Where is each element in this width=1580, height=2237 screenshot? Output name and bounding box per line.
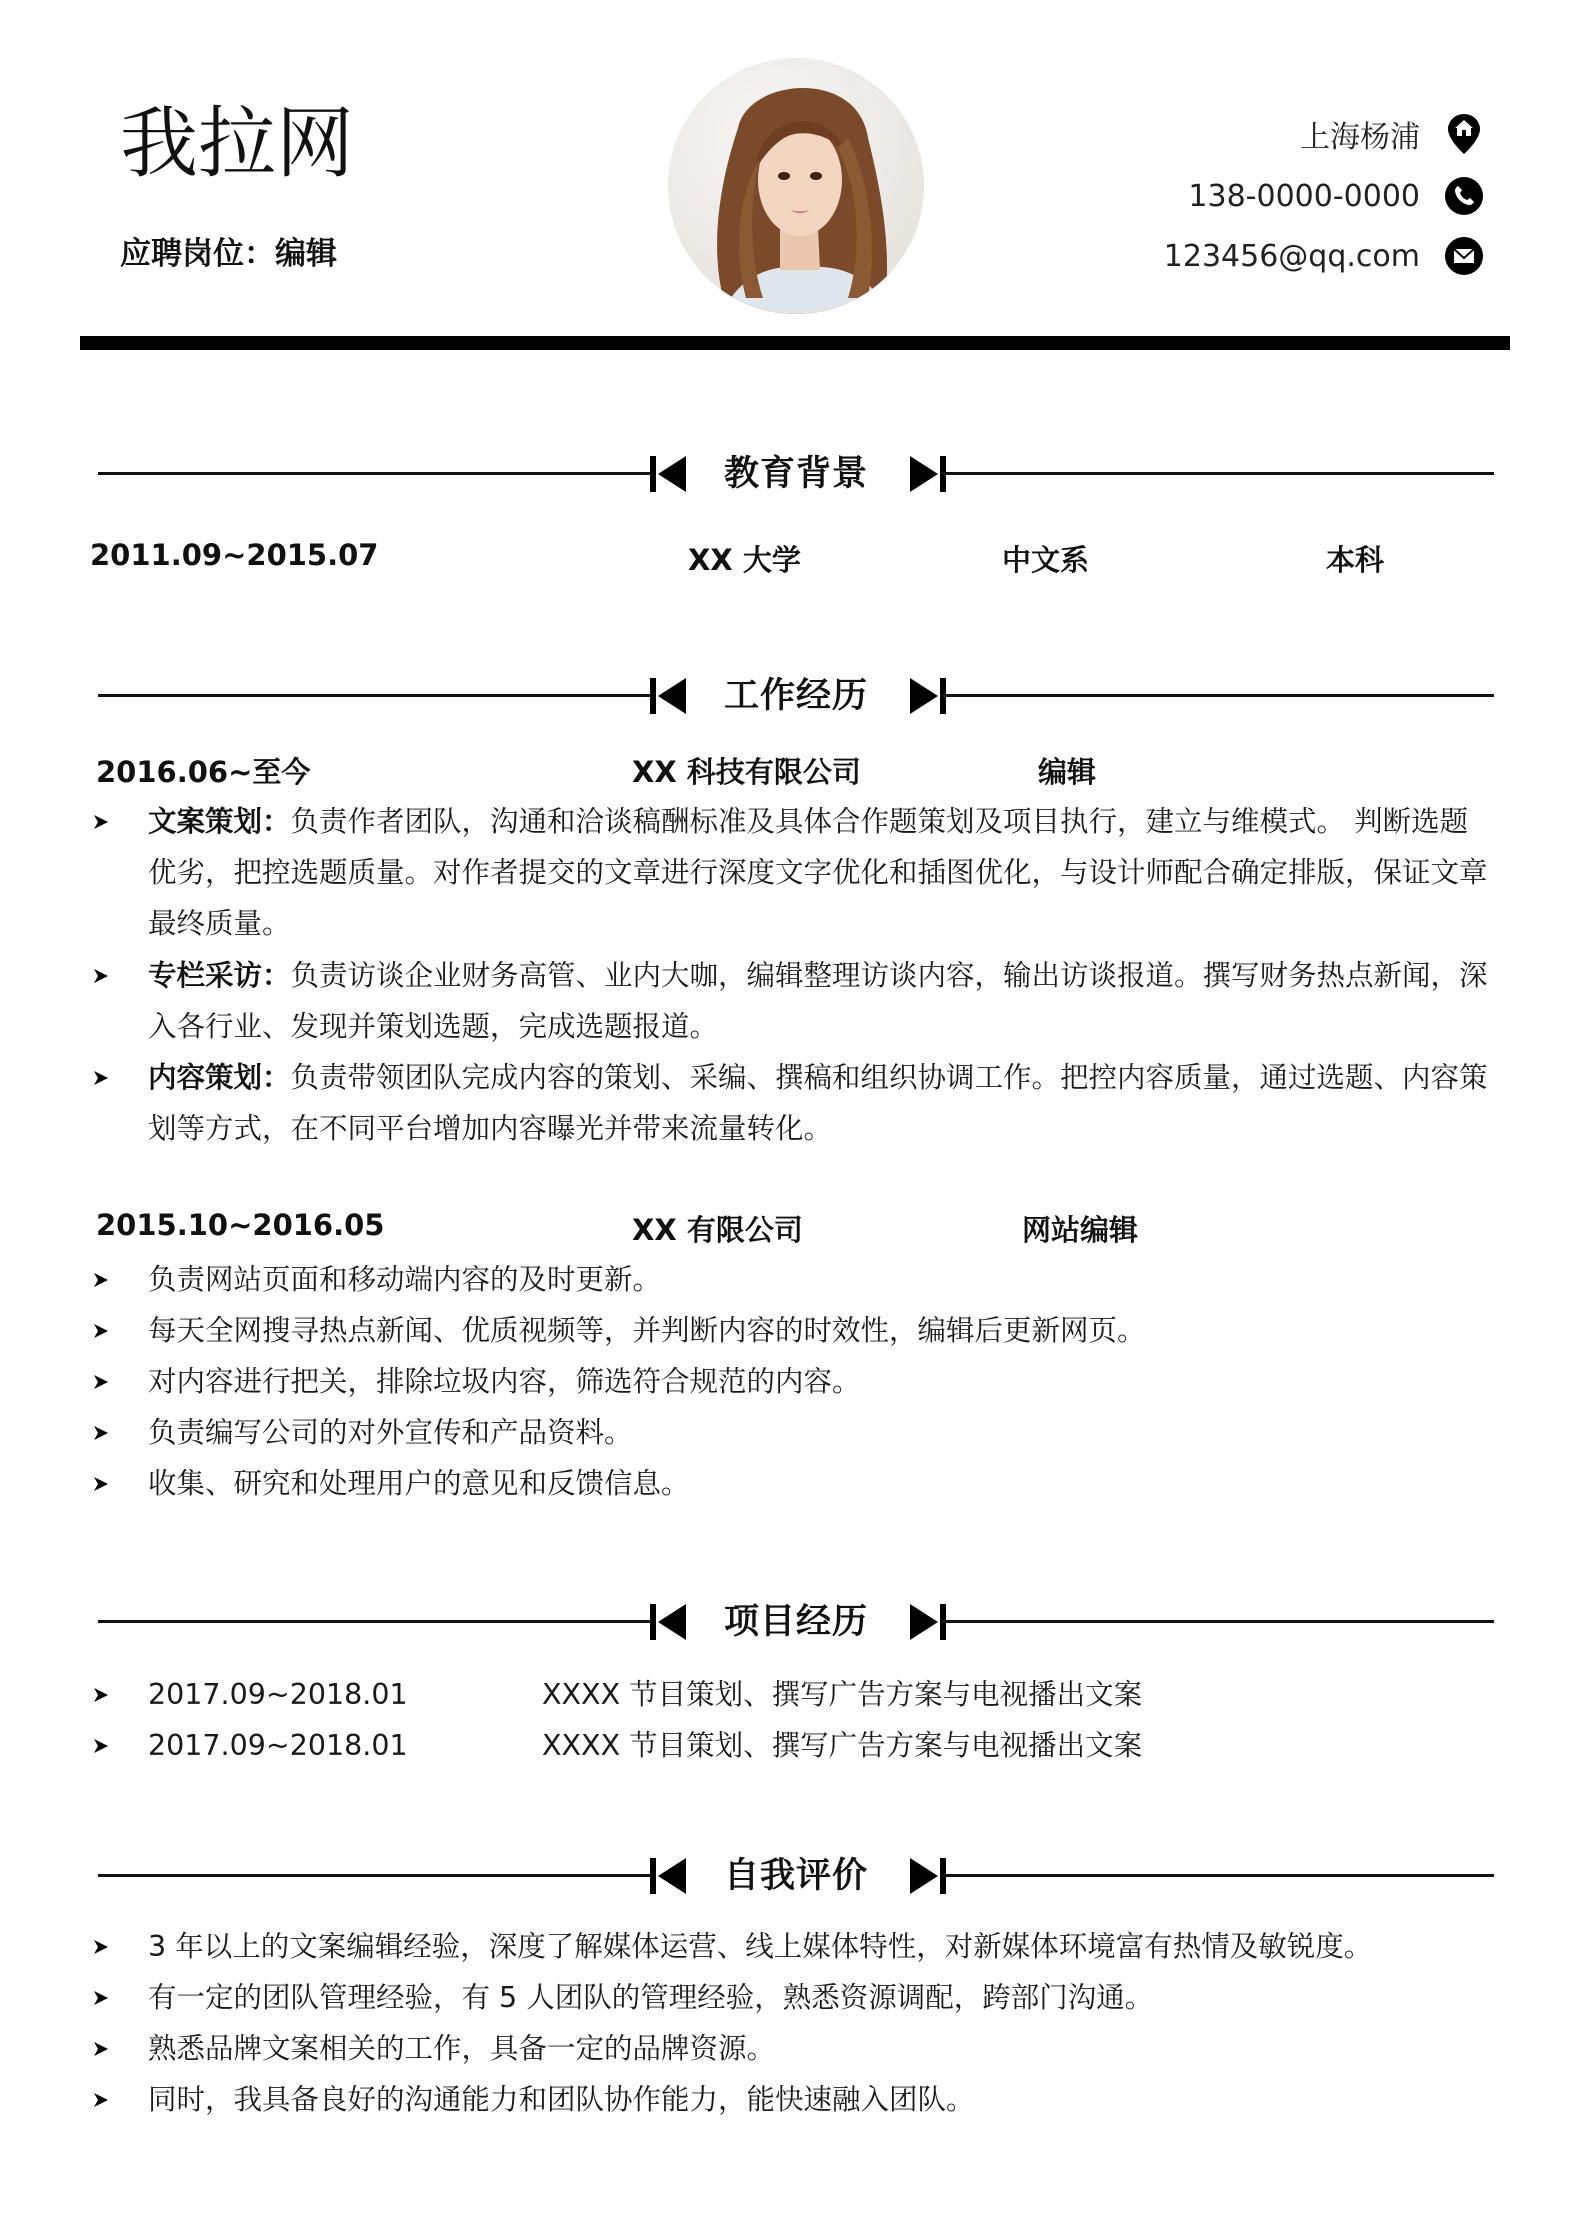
bullet-arrow-icon xyxy=(92,1270,112,1290)
section-header-work xyxy=(98,666,1494,726)
position-line xyxy=(120,228,337,273)
portrait-illustration xyxy=(668,58,924,314)
bullet-arrow-icon xyxy=(92,1372,112,1392)
section-title: 项目经历 xyxy=(723,1602,868,1642)
skip-back-icon xyxy=(650,1604,686,1640)
phone-icon xyxy=(1444,176,1484,216)
skip-back-icon xyxy=(650,678,686,714)
bullet-arrow-icon xyxy=(92,2090,112,2110)
section-header-projects xyxy=(98,1592,1494,1652)
project-period: 2017.09~2018.01 xyxy=(148,1729,408,1762)
bullet-arrow-icon xyxy=(92,1736,112,1756)
bullet-arrow-icon xyxy=(92,1988,112,2008)
self-eval-item: 同时，我具备良好的沟通能力和团队协作能力，能快速融入团队。 xyxy=(148,2083,975,2116)
job-role: 编辑 xyxy=(1038,755,1097,789)
section-title: 工作经历 xyxy=(723,676,868,716)
divider-line xyxy=(98,1620,652,1623)
location-pin-icon xyxy=(1444,114,1484,154)
job-company: XX 科技有限公司 xyxy=(632,755,861,789)
duty-text: 负责作者团队，沟通和洽谈稿酬标准及具体合作题策划及项目执行，建立与维模式。 判断选题优劣，把控选题质量。对作者提交的文章进行深度文字优化和插图优化，与设计师配合确定排版，保证文章最终质量。 xyxy=(148,805,1488,940)
position-label: 应聘岗位： xyxy=(120,236,275,272)
divider-line xyxy=(940,472,1494,475)
bullet-arrow-icon xyxy=(92,966,112,986)
duty-label: 内容策划： xyxy=(148,1061,291,1094)
bullet-arrow-icon xyxy=(92,1685,112,1705)
job-duty xyxy=(148,796,1488,949)
position-value: 编辑 xyxy=(275,236,337,272)
self-eval-item: 有一定的团队管理经验，有 5 人团队的管理经验，熟悉资源调配，跨部门沟通。 xyxy=(148,1981,1154,2014)
project-desc: XXXX 节目策划、撰写广告方案与电视播出文案 xyxy=(542,1729,1143,1762)
section-title: 教育背景 xyxy=(723,454,868,494)
divider-line xyxy=(98,472,652,475)
bullet-arrow-icon xyxy=(92,1937,112,1957)
self-eval-item: 熟悉品牌文案相关的工作，具备一定的品牌资源。 xyxy=(148,2032,776,2065)
divider-line xyxy=(940,694,1494,697)
job-duty: 每天全网搜寻热点新闻、优质视频等，并判断内容的时效性，编辑后更新网页。 xyxy=(148,1314,1146,1347)
email-text: 123456@qq.com xyxy=(1163,238,1420,274)
section-header-self-evaluation xyxy=(98,1846,1494,1906)
profile-photo xyxy=(668,58,924,314)
contact-phone xyxy=(1188,176,1484,216)
bullet-arrow-icon xyxy=(92,812,112,832)
job-period: 2015.10~2016.05 xyxy=(96,1208,385,1242)
divider-line xyxy=(940,1620,1494,1623)
self-eval-item: 3 年以上的文案编辑经验，深度了解媒体运营、线上媒体特性，对新媒体环境富有热情及敏锐度。 xyxy=(148,1930,1373,1963)
duty-text: 负责访谈企业财务高管、业内大咖，编辑整理访谈内容，输出访谈报道。撰写财务热点新闻，深入各行业、发现并策划选题，完成选题报道。 xyxy=(148,959,1488,1043)
location-text: 上海杨浦 xyxy=(1300,120,1420,155)
skip-back-icon xyxy=(650,1858,686,1894)
education-period: 2011.09~2015.07 xyxy=(90,538,379,572)
education-school: XX 大学 xyxy=(688,543,801,577)
contact-email xyxy=(1164,236,1484,276)
job-duty: 负责编写公司的对外宣传和产品资料。 xyxy=(148,1416,633,1449)
applicant-name: 我拉网 xyxy=(120,99,355,189)
duty-label: 专栏采访： xyxy=(148,959,291,992)
bullet-arrow-icon xyxy=(92,2039,112,2059)
bullet-arrow-icon xyxy=(92,1423,112,1443)
section-title: 自我评价 xyxy=(723,1856,868,1896)
header-divider xyxy=(80,336,1510,350)
divider-line xyxy=(98,694,652,697)
job-period: 2016.06~至今 xyxy=(96,755,311,789)
bullet-arrow-icon xyxy=(92,1068,112,1088)
skip-back-icon xyxy=(650,456,686,492)
phone-text: 138-0000-0000 xyxy=(1188,178,1420,214)
bullet-arrow-icon xyxy=(92,1474,112,1494)
bullet-arrow-icon xyxy=(92,1321,112,1341)
job-role: 网站编辑 xyxy=(1022,1213,1139,1247)
section-header-education xyxy=(98,444,1494,504)
job-duty xyxy=(148,1052,1488,1154)
job-duty xyxy=(148,950,1488,1052)
duty-label: 文案策划： xyxy=(148,805,291,838)
job-duty: 收集、研究和处理用户的意见和反馈信息。 xyxy=(148,1467,690,1500)
project-period: 2017.09~2018.01 xyxy=(148,1678,408,1711)
project-desc: XXXX 节目策划、撰写广告方案与电视播出文案 xyxy=(542,1678,1143,1711)
job-duty: 对内容进行把关，排除垃圾内容，筛选符合规范的内容。 xyxy=(148,1365,861,1398)
divider-line xyxy=(940,1874,1494,1877)
education-degree: 本科 xyxy=(1326,543,1385,577)
job-company: XX 有限公司 xyxy=(632,1213,803,1247)
duty-text: 负责带领团队完成内容的策划、采编、撰稿和组织协调工作。把控内容质量，通过选题、内容策划等方式，在不同平台增加内容曝光并带来流量转化。 xyxy=(148,1061,1488,1145)
divider-line xyxy=(98,1874,652,1877)
mail-icon xyxy=(1444,236,1484,276)
contact-location xyxy=(1300,112,1484,156)
job-duty: 负责网站页面和移动端内容的及时更新。 xyxy=(148,1263,662,1296)
education-major: 中文系 xyxy=(1002,543,1090,577)
